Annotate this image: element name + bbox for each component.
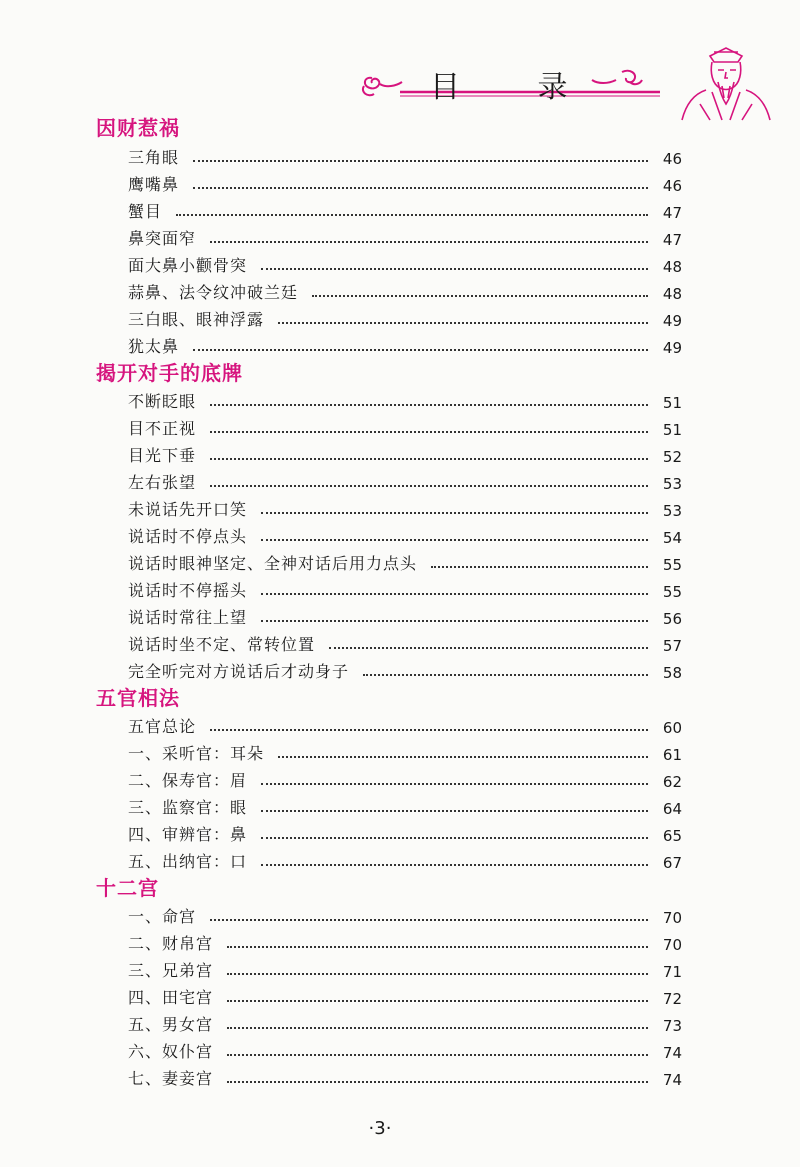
dot-leader	[227, 1080, 648, 1083]
entry-label: 目光下垂	[128, 446, 197, 465]
entry-page-number: 53	[662, 475, 682, 493]
entry-page-number: 52	[662, 448, 682, 466]
entry-page-number: 46	[662, 150, 682, 168]
dot-leader	[210, 484, 648, 487]
entry-page-number: 54	[662, 529, 682, 547]
toc-entry[interactable]	[128, 930, 682, 954]
toc-entry[interactable]	[128, 604, 682, 628]
dot-leader	[261, 619, 648, 622]
toc-entry[interactable]	[128, 550, 682, 574]
toc-entry[interactable]	[128, 496, 682, 520]
entry-label: 面大鼻小颧骨突	[128, 256, 248, 275]
entry-page-number: 70	[662, 909, 682, 927]
entry-page-number: 72	[662, 990, 682, 1008]
dot-leader	[227, 972, 648, 975]
toc-entry[interactable]	[128, 658, 682, 682]
toc-entry[interactable]	[128, 1038, 682, 1062]
dot-leader	[261, 863, 648, 866]
entry-page-number: 49	[662, 312, 682, 330]
entry-page-number: 51	[662, 394, 682, 412]
toc-entry[interactable]	[128, 442, 682, 466]
toc-entry[interactable]	[128, 388, 682, 412]
dot-leader	[227, 945, 648, 948]
entry-label: 不断眨眼	[128, 392, 197, 411]
entry-label: 二、保寿官：眉	[128, 771, 248, 790]
toc-entry[interactable]	[128, 713, 682, 737]
entry-label: 五、出纳官：口	[128, 852, 248, 871]
toc-entry[interactable]	[128, 767, 682, 791]
dot-leader	[210, 728, 648, 731]
entry-label: 五、男女宫	[128, 1015, 214, 1034]
dot-leader	[210, 918, 648, 921]
entry-page-number: 53	[662, 502, 682, 520]
toc-entry[interactable]	[128, 198, 682, 222]
entry-label: 三、监察官：眼	[128, 798, 248, 817]
entry-label: 目不正视	[128, 419, 197, 438]
dot-leader	[227, 999, 648, 1002]
entry-label: 三、兄弟宫	[128, 961, 214, 980]
toc-entry[interactable]	[128, 306, 682, 330]
entry-page-number: 46	[662, 177, 682, 195]
entry-label: 说话时常往上望	[128, 608, 248, 627]
entry-label: 完全听完对方说话后才动身子	[128, 662, 350, 681]
entry-label: 未说话先开口笑	[128, 500, 248, 519]
dot-leader	[278, 321, 648, 324]
toc-entry[interactable]	[128, 171, 682, 195]
entry-page-number: 62	[662, 773, 682, 791]
dot-leader	[193, 186, 648, 189]
toc-entry[interactable]	[128, 523, 682, 547]
toc-entry[interactable]	[128, 821, 682, 845]
entry-label: 六、奴仆宫	[128, 1042, 214, 1061]
toc-entry[interactable]	[128, 279, 682, 303]
entry-page-number: 71	[662, 963, 682, 981]
dot-leader	[261, 267, 648, 270]
toc-entry[interactable]	[128, 740, 682, 764]
entry-label: 一、采听官：耳朵	[128, 744, 265, 763]
entry-label: 二、财帛宫	[128, 934, 214, 953]
entry-page-number: 67	[662, 854, 682, 872]
entry-label: 说话时坐不定、常转位置	[128, 635, 316, 654]
entry-label: 说话时眼神坚定、全神对话后用力点头	[128, 554, 418, 573]
dot-leader	[329, 646, 648, 649]
dot-leader	[193, 159, 648, 162]
left-cloud-ornament	[363, 78, 402, 96]
entry-label: 五官总论	[128, 717, 197, 736]
entry-page-number: 60	[662, 719, 682, 737]
entry-page-number: 74	[662, 1044, 682, 1062]
toc-entry[interactable]	[128, 252, 682, 276]
toc-entry[interactable]	[128, 848, 682, 872]
entry-label: 左右张望	[128, 473, 197, 492]
section-heading: 因财惹祸	[96, 116, 180, 140]
entry-label: 犹太鼻	[128, 337, 180, 356]
entry-page-number: 64	[662, 800, 682, 818]
entry-page-number: 55	[662, 556, 682, 574]
dot-leader	[227, 1026, 648, 1029]
dot-leader	[312, 294, 648, 297]
entry-page-number: 70	[662, 936, 682, 954]
dot-leader	[227, 1053, 648, 1056]
toc-entry[interactable]	[128, 225, 682, 249]
entry-page-number: 49	[662, 339, 682, 357]
dot-leader	[278, 755, 648, 758]
entry-page-number: 55	[662, 583, 682, 601]
dot-leader	[261, 836, 648, 839]
toc-entry[interactable]	[128, 1065, 682, 1089]
dot-leader	[261, 809, 648, 812]
dot-leader	[193, 348, 648, 351]
entry-page-number: 47	[662, 204, 682, 222]
entry-label: 蟹目	[128, 202, 163, 221]
dot-leader	[431, 565, 648, 568]
toc-entry[interactable]	[128, 984, 682, 1008]
entry-page-number: 56	[662, 610, 682, 628]
toc-entry[interactable]	[128, 144, 682, 168]
toc-entry[interactable]	[128, 903, 682, 927]
dot-leader	[210, 403, 648, 406]
section-heading: 五官相法	[96, 686, 180, 710]
entry-label: 蒜鼻、法令纹冲破兰廷	[128, 283, 299, 302]
entry-label: 四、审辨官：鼻	[128, 825, 248, 844]
entry-label: 四、田宅宫	[128, 988, 214, 1007]
entry-page-number: 48	[662, 285, 682, 303]
entry-page-number: 57	[662, 637, 682, 655]
toc-entry[interactable]	[128, 1011, 682, 1035]
dot-leader	[176, 213, 648, 216]
entry-label: 三白眼、眼神浮露	[128, 310, 265, 329]
entry-label: 鼻突面窄	[128, 229, 197, 248]
section-heading: 揭开对手的底牌	[96, 361, 243, 385]
entry-label: 三角眼	[128, 148, 180, 167]
toc-entry[interactable]	[128, 469, 682, 493]
dot-leader	[210, 457, 648, 460]
toc-entry[interactable]	[128, 415, 682, 439]
entry-page-number: 58	[662, 664, 682, 682]
entry-label: 说话时不停点头	[128, 527, 248, 546]
entry-label: 鹰嘴鼻	[128, 175, 180, 194]
dot-leader	[363, 673, 648, 676]
toc-entry[interactable]	[128, 957, 682, 981]
toc-entry[interactable]	[128, 631, 682, 655]
entry-page-number: 74	[662, 1071, 682, 1089]
entry-page-number: 73	[662, 1017, 682, 1035]
entry-page-number: 51	[662, 421, 682, 439]
entry-page-number: 61	[662, 746, 682, 764]
entry-page-number: 65	[662, 827, 682, 845]
entry-page-number: 48	[662, 258, 682, 276]
entry-label: 七、妻妾宫	[128, 1069, 214, 1088]
page-number: ·3·	[368, 1118, 392, 1139]
dot-leader	[261, 782, 648, 785]
dot-leader	[261, 538, 648, 541]
entry-page-number: 47	[662, 231, 682, 249]
toc-entry[interactable]	[128, 794, 682, 818]
entry-label: 说话时不停摇头	[128, 581, 248, 600]
toc-entry[interactable]	[128, 333, 682, 357]
sage-portrait-icon	[676, 44, 776, 124]
dot-leader	[261, 592, 648, 595]
section-heading: 十二宫	[96, 876, 159, 900]
page-title: 目 录	[430, 70, 602, 105]
dot-leader	[210, 430, 648, 433]
dot-leader	[210, 240, 648, 243]
entry-label: 一、命宫	[128, 907, 197, 926]
toc-entry[interactable]	[128, 577, 682, 601]
dot-leader	[261, 511, 648, 514]
